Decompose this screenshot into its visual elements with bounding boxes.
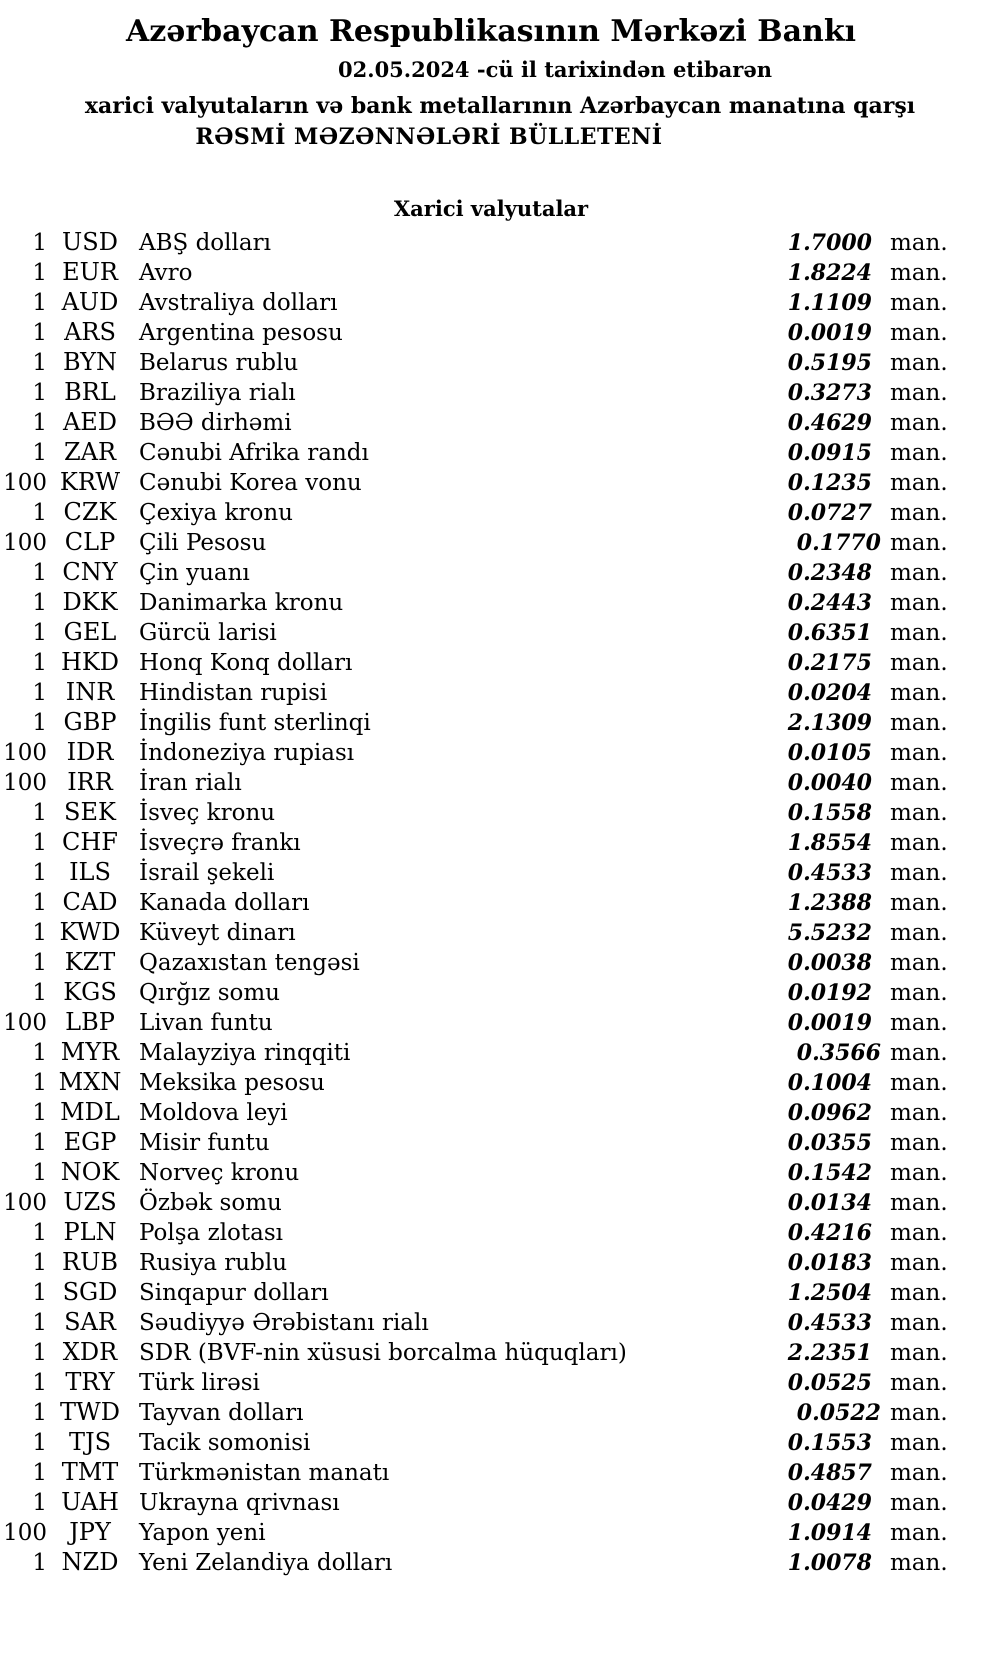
rate-cell: 0.0134 [787, 1190, 872, 1216]
unit-cell: man. [890, 1550, 948, 1576]
quantity-cell: 1 [32, 1460, 47, 1486]
rate-cell: 0.0038 [787, 950, 872, 976]
quantity-cell: 1 [32, 650, 47, 676]
quantity-cell: 100 [3, 1190, 47, 1216]
unit-cell: man. [890, 1280, 948, 1306]
currency-name-cell: Argentina pesosu [139, 320, 343, 346]
currency-name-cell: Qazaxıstan tengəsi [139, 950, 360, 976]
quantity-cell: 1 [32, 710, 47, 736]
unit-cell: man. [890, 380, 948, 406]
quantity-cell: 1 [32, 380, 47, 406]
rate-cell: 1.2504 [787, 1280, 872, 1306]
table-row [0, 437, 1000, 467]
quantity-cell: 1 [32, 620, 47, 646]
rate-cell: 0.0915 [787, 440, 872, 466]
unit-cell: man. [890, 1250, 948, 1276]
table-row [0, 1397, 1000, 1427]
quantity-cell: 1 [32, 500, 47, 526]
currency-code-cell: HKD [60, 648, 120, 676]
table-row [0, 797, 1000, 827]
unit-cell: man. [890, 1190, 948, 1216]
currency-name-cell: Norveç kronu [139, 1160, 300, 1186]
rate-cell: 0.2175 [787, 650, 872, 676]
currency-name-cell: Çili Pesosu [139, 530, 267, 556]
unit-cell: man. [890, 290, 948, 316]
table-row [0, 737, 1000, 767]
currency-name-cell: Avro [139, 260, 193, 286]
rate-cell: 0.0019 [787, 1010, 872, 1036]
currency-name-cell: Türk lirəsi [139, 1370, 260, 1396]
currency-code-cell: BRL [64, 378, 116, 406]
table-row [0, 857, 1000, 887]
currency-code-cell: MDL [60, 1098, 120, 1126]
quantity-cell: 1 [32, 320, 47, 346]
table-row [0, 497, 1000, 527]
currency-name-cell: Braziliya rialı [139, 380, 296, 406]
currency-code-cell: JPY [69, 1518, 111, 1546]
currency-name-cell: Yapon yeni [139, 1520, 266, 1546]
rate-cell: 0.5195 [787, 350, 872, 376]
quantity-cell: 1 [32, 440, 47, 466]
currency-name-cell: Cənubi Korea vonu [139, 470, 362, 496]
rate-cell: 0.0183 [787, 1250, 872, 1276]
currency-name-cell: İndoneziya rupiası [139, 740, 355, 766]
unit-cell: man. [890, 710, 948, 736]
quantity-cell: 1 [32, 1160, 47, 1186]
currency-code-cell: TJS [68, 1428, 112, 1456]
currency-name-cell: Cənubi Afrika randı [139, 440, 369, 466]
rate-cell: 0.0204 [787, 680, 872, 706]
rate-cell: 0.0522 [796, 1400, 881, 1426]
rate-cell: 0.0525 [787, 1370, 872, 1396]
quantity-cell: 1 [32, 1370, 47, 1396]
unit-cell: man. [890, 1340, 948, 1366]
rate-cell: 0.3566 [796, 1040, 881, 1066]
rate-cell: 0.1553 [787, 1430, 872, 1456]
currency-code-cell: RUB [62, 1248, 118, 1276]
quantity-cell: 1 [32, 1100, 47, 1126]
table-row [0, 287, 1000, 317]
table-row [0, 587, 1000, 617]
currency-name-cell: Hindistan rupisi [139, 680, 328, 706]
unit-cell: man. [890, 350, 948, 376]
currency-name-cell: Səudiyyə Ərəbistanı rialı [139, 1310, 429, 1336]
currency-code-cell: ILS [69, 858, 111, 886]
rate-cell: 0.0962 [787, 1100, 872, 1126]
table-row [0, 1157, 1000, 1187]
currency-name-cell: İsveç kronu [139, 800, 276, 826]
currency-name-cell: Çexiya kronu [139, 500, 293, 526]
currency-code-cell: INR [65, 678, 115, 706]
currency-name-cell: Özbək somu [139, 1190, 282, 1216]
quantity-cell: 1 [32, 1490, 47, 1516]
rate-cell: 0.4533 [787, 860, 872, 886]
quantity-cell: 1 [32, 230, 47, 256]
unit-cell: man. [890, 260, 948, 286]
unit-cell: man. [890, 890, 948, 916]
currency-name-cell: Avstraliya dolları [139, 290, 338, 316]
rate-cell: 1.2388 [787, 890, 872, 916]
table-row [0, 917, 1000, 947]
table-row [0, 407, 1000, 437]
currency-name-cell: Livan funtu [139, 1010, 273, 1036]
quantity-cell: 100 [3, 740, 47, 766]
currency-name-cell: Honq Konq dolları [139, 650, 353, 676]
unit-cell: man. [890, 1010, 948, 1036]
table-row [0, 527, 1000, 557]
currency-name-cell: Kanada dolları [139, 890, 310, 916]
currency-name-cell: İsrail şekeli [139, 860, 275, 886]
currency-code-cell: KRW [59, 468, 121, 496]
currency-name-cell: Ukrayna qrivnası [139, 1490, 340, 1516]
currency-name-cell: Gürcü larisi [139, 620, 277, 646]
table-row [0, 1097, 1000, 1127]
quantity-cell: 1 [32, 860, 47, 886]
currency-code-cell: XDR [62, 1338, 118, 1366]
quantity-cell: 1 [32, 1250, 47, 1276]
table-row [0, 1487, 1000, 1517]
unit-cell: man. [890, 740, 948, 766]
unit-cell: man. [890, 950, 948, 976]
currency-name-cell: İran rialı [139, 770, 242, 796]
currency-name-cell: Moldova leyi [139, 1100, 288, 1126]
currency-code-cell: GBP [63, 708, 117, 736]
currency-code-cell: AED [62, 408, 118, 436]
quantity-cell: 1 [32, 890, 47, 916]
unit-cell: man. [890, 500, 948, 526]
rate-cell: 2.2351 [787, 1340, 872, 1366]
rate-cell: 0.4857 [787, 1460, 872, 1486]
unit-cell: man. [890, 470, 948, 496]
currency-name-cell: Çin yuanı [139, 560, 250, 586]
table-row [0, 977, 1000, 1007]
effective-date-line: 02.05.2024 -cü il tarixindən etibarən [338, 57, 772, 82]
quantity-cell: 100 [3, 1010, 47, 1036]
unit-cell: man. [890, 590, 948, 616]
rate-cell: 1.0078 [787, 1550, 872, 1576]
currency-code-cell: CNY [62, 558, 118, 586]
rate-cell: 0.1542 [787, 1160, 872, 1186]
currency-code-cell: EUR [62, 258, 118, 286]
quantity-cell: 100 [3, 770, 47, 796]
currency-name-cell: Sinqapur dolları [139, 1280, 329, 1306]
currency-code-cell: SAR [64, 1308, 116, 1336]
table-row [0, 947, 1000, 977]
currency-name-cell: İngilis funt sterlinqi [139, 710, 371, 736]
unit-cell: man. [890, 770, 948, 796]
currency-name-cell: Polşa zlotası [139, 1220, 284, 1246]
currency-code-cell: PLN [63, 1218, 117, 1246]
currency-name-cell: Tacik somonisi [139, 1430, 311, 1456]
rate-cell: 1.0914 [787, 1520, 872, 1546]
unit-cell: man. [890, 560, 948, 586]
unit-cell: man. [890, 1100, 948, 1126]
unit-cell: man. [890, 680, 948, 706]
bulletin-title-line: RƏSMİ MƏZƏNNƏLƏRİ BÜLLETENİ [195, 124, 663, 150]
currency-code-cell: ARS [64, 318, 116, 346]
unit-cell: man. [890, 920, 948, 946]
currency-code-cell: GEL [63, 618, 117, 646]
currency-name-cell: ABŞ dolları [139, 230, 271, 256]
currency-code-cell: MYR [60, 1038, 120, 1066]
currency-code-cell: KGS [63, 978, 117, 1006]
currency-code-cell: CHF [62, 828, 118, 856]
quantity-cell: 1 [32, 980, 47, 1006]
rate-cell: 1.8554 [787, 830, 872, 856]
currency-name-cell: Küveyt dinarı [139, 920, 296, 946]
unit-cell: man. [890, 230, 948, 256]
rate-cell: 0.0355 [787, 1130, 872, 1156]
table-row [0, 257, 1000, 287]
table-row [0, 1247, 1000, 1277]
rate-cell: 0.1770 [796, 530, 881, 556]
rate-cell: 0.2443 [787, 590, 872, 616]
currency-code-cell: SEK [64, 798, 116, 826]
currency-code-cell: AUD [61, 288, 119, 316]
quantity-cell: 1 [32, 1040, 47, 1066]
currency-name-cell: Yeni Zelandiya dolları [139, 1550, 393, 1576]
currency-name-cell: Türkmənistan manatı [139, 1460, 390, 1486]
rate-cell: 2.1309 [787, 710, 872, 736]
table-row [0, 887, 1000, 917]
rate-cell: 0.4629 [787, 410, 872, 436]
currency-name-cell: BƏƏ dirhəmi [139, 410, 292, 436]
quantity-cell: 1 [32, 350, 47, 376]
rate-cell: 0.0429 [787, 1490, 872, 1516]
unit-cell: man. [890, 1040, 948, 1066]
table-row [0, 1367, 1000, 1397]
unit-cell: man. [890, 1310, 948, 1336]
rate-cell: 0.0727 [787, 500, 872, 526]
table-row [0, 647, 1000, 677]
rate-cell: 0.0019 [787, 320, 872, 346]
currency-code-cell: BYN [62, 348, 118, 376]
currency-code-cell: TMT [61, 1458, 119, 1486]
quantity-cell: 1 [32, 1310, 47, 1336]
table-row [0, 1517, 1000, 1547]
quantity-cell: 1 [32, 1430, 47, 1456]
quantity-cell: 100 [3, 1520, 47, 1546]
currency-code-cell: CZK [63, 498, 117, 526]
currency-code-cell: EGP [63, 1128, 117, 1156]
quantity-cell: 100 [3, 530, 47, 556]
currency-code-cell: KZT [64, 948, 116, 976]
rate-cell: 1.7000 [787, 230, 872, 256]
currency-code-cell: UAH [61, 1488, 119, 1516]
currency-name-cell: Danimarka kronu [139, 590, 344, 616]
quantity-cell: 1 [32, 1400, 47, 1426]
quantity-cell: 1 [32, 680, 47, 706]
rate-cell: 0.2348 [787, 560, 872, 586]
currency-code-cell: KWD [59, 918, 121, 946]
rate-cell: 1.8224 [787, 260, 872, 286]
unit-cell: man. [890, 1430, 948, 1456]
unit-cell: man. [890, 1520, 948, 1546]
currency-code-cell: ZAR [63, 438, 117, 466]
unit-cell: man. [890, 830, 948, 856]
currency-code-cell: TRY [65, 1368, 115, 1396]
quantity-cell: 1 [32, 590, 47, 616]
quantity-cell: 1 [32, 1340, 47, 1366]
quantity-cell: 1 [32, 950, 47, 976]
unit-cell: man. [890, 1070, 948, 1096]
currency-code-cell: CLP [64, 528, 116, 556]
unit-cell: man. [890, 1160, 948, 1186]
rate-cell: 0.3273 [787, 380, 872, 406]
unit-cell: man. [890, 1400, 948, 1426]
currency-code-cell: NZD [61, 1548, 119, 1576]
page-title: Azərbaycan Respublikasının Mərkəzi Bankı [125, 14, 857, 49]
rate-cell: 0.0105 [787, 740, 872, 766]
currency-name-cell: Belarus rublu [139, 350, 299, 376]
subtitle-line: xarici valyutaların və bank metallarının Azərbaycan manatına qarşı [84, 93, 916, 119]
unit-cell: man. [890, 410, 948, 436]
unit-cell: man. [890, 650, 948, 676]
rate-cell: 1.1109 [787, 290, 872, 316]
currency-code-cell: CAD [62, 888, 118, 916]
unit-cell: man. [890, 320, 948, 346]
rate-cell: 0.0040 [787, 770, 872, 796]
currency-code-cell: USD [62, 228, 118, 256]
table-row [0, 1067, 1000, 1097]
rate-cell: 0.1558 [787, 800, 872, 826]
quantity-cell: 1 [32, 410, 47, 436]
rate-cell: 0.4533 [787, 1310, 872, 1336]
unit-cell: man. [890, 440, 948, 466]
table-row [0, 1187, 1000, 1217]
unit-cell: man. [890, 620, 948, 646]
quantity-cell: 1 [32, 1130, 47, 1156]
currency-code-cell: IDR [66, 738, 114, 766]
currency-code-cell: IRR [67, 768, 113, 796]
currency-code-cell: LBP [65, 1008, 115, 1036]
unit-cell: man. [890, 800, 948, 826]
currency-name-cell: Tayvan dolları [139, 1400, 304, 1426]
table-row [0, 1337, 1000, 1367]
table-row [0, 707, 1000, 737]
table-row [0, 677, 1000, 707]
currency-code-cell: SGD [62, 1278, 118, 1306]
currency-name-cell: Qırğız somu [139, 980, 280, 1006]
quantity-cell: 1 [32, 260, 47, 286]
table-row [0, 557, 1000, 587]
currency-name-cell: Meksika pesosu [139, 1070, 325, 1096]
currency-name-cell: Malayziya rinqqiti [139, 1040, 351, 1066]
table-row [0, 827, 1000, 857]
table-row [0, 1427, 1000, 1457]
unit-cell: man. [890, 1130, 948, 1156]
quantity-cell: 1 [32, 290, 47, 316]
table-row [0, 1037, 1000, 1067]
quantity-cell: 1 [32, 830, 47, 856]
currency-name-cell: Rusiya rublu [139, 1250, 288, 1276]
rate-cell: 0.0192 [787, 980, 872, 1006]
currency-code-cell: TWD [60, 1398, 120, 1426]
quantity-cell: 1 [32, 560, 47, 586]
currency-code-cell: UZS [63, 1188, 117, 1216]
rate-cell: 0.1235 [787, 470, 872, 496]
table-row [0, 617, 1000, 647]
unit-cell: man. [890, 860, 948, 886]
table-row [0, 767, 1000, 797]
currency-code-cell: NOK [60, 1158, 120, 1186]
table-row [0, 1127, 1000, 1157]
currency-code-cell: DKK [62, 588, 118, 616]
quantity-cell: 1 [32, 800, 47, 826]
section-heading-foreign-currencies: Xarici valyutalar [393, 196, 589, 221]
table-row [0, 1547, 1000, 1577]
table-row [0, 1307, 1000, 1337]
unit-cell: man. [890, 1460, 948, 1486]
table-row [0, 347, 1000, 377]
table-row [0, 1007, 1000, 1037]
quantity-cell: 1 [32, 1280, 47, 1306]
unit-cell: man. [890, 1490, 948, 1516]
quantity-cell: 1 [32, 1220, 47, 1246]
currency-name-cell: İsveçrə frankı [139, 830, 301, 856]
unit-cell: man. [890, 1220, 948, 1246]
rate-cell: 0.1004 [787, 1070, 872, 1096]
unit-cell: man. [890, 530, 948, 556]
table-row [0, 1277, 1000, 1307]
currency-code-cell: MXN [58, 1068, 122, 1096]
unit-cell: man. [890, 1370, 948, 1396]
table-row [0, 467, 1000, 497]
currency-name-cell: SDR (BVF-nin xüsusi borcalma hüquqları) [139, 1340, 627, 1366]
quantity-cell: 1 [32, 920, 47, 946]
quantity-cell: 1 [32, 1550, 47, 1576]
rate-cell: 0.6351 [787, 620, 872, 646]
currency-name-cell: Misir funtu [139, 1130, 270, 1156]
rate-cell: 5.5232 [787, 920, 872, 946]
table-row [0, 1217, 1000, 1247]
unit-cell: man. [890, 980, 948, 1006]
table-row [0, 227, 1000, 257]
quantity-cell: 100 [3, 470, 47, 496]
table-row [0, 377, 1000, 407]
table-row [0, 317, 1000, 347]
rate-cell: 0.4216 [787, 1220, 872, 1246]
quantity-cell: 1 [32, 1070, 47, 1096]
exchange-rate-table [0, 227, 1000, 1577]
table-row [0, 1457, 1000, 1487]
